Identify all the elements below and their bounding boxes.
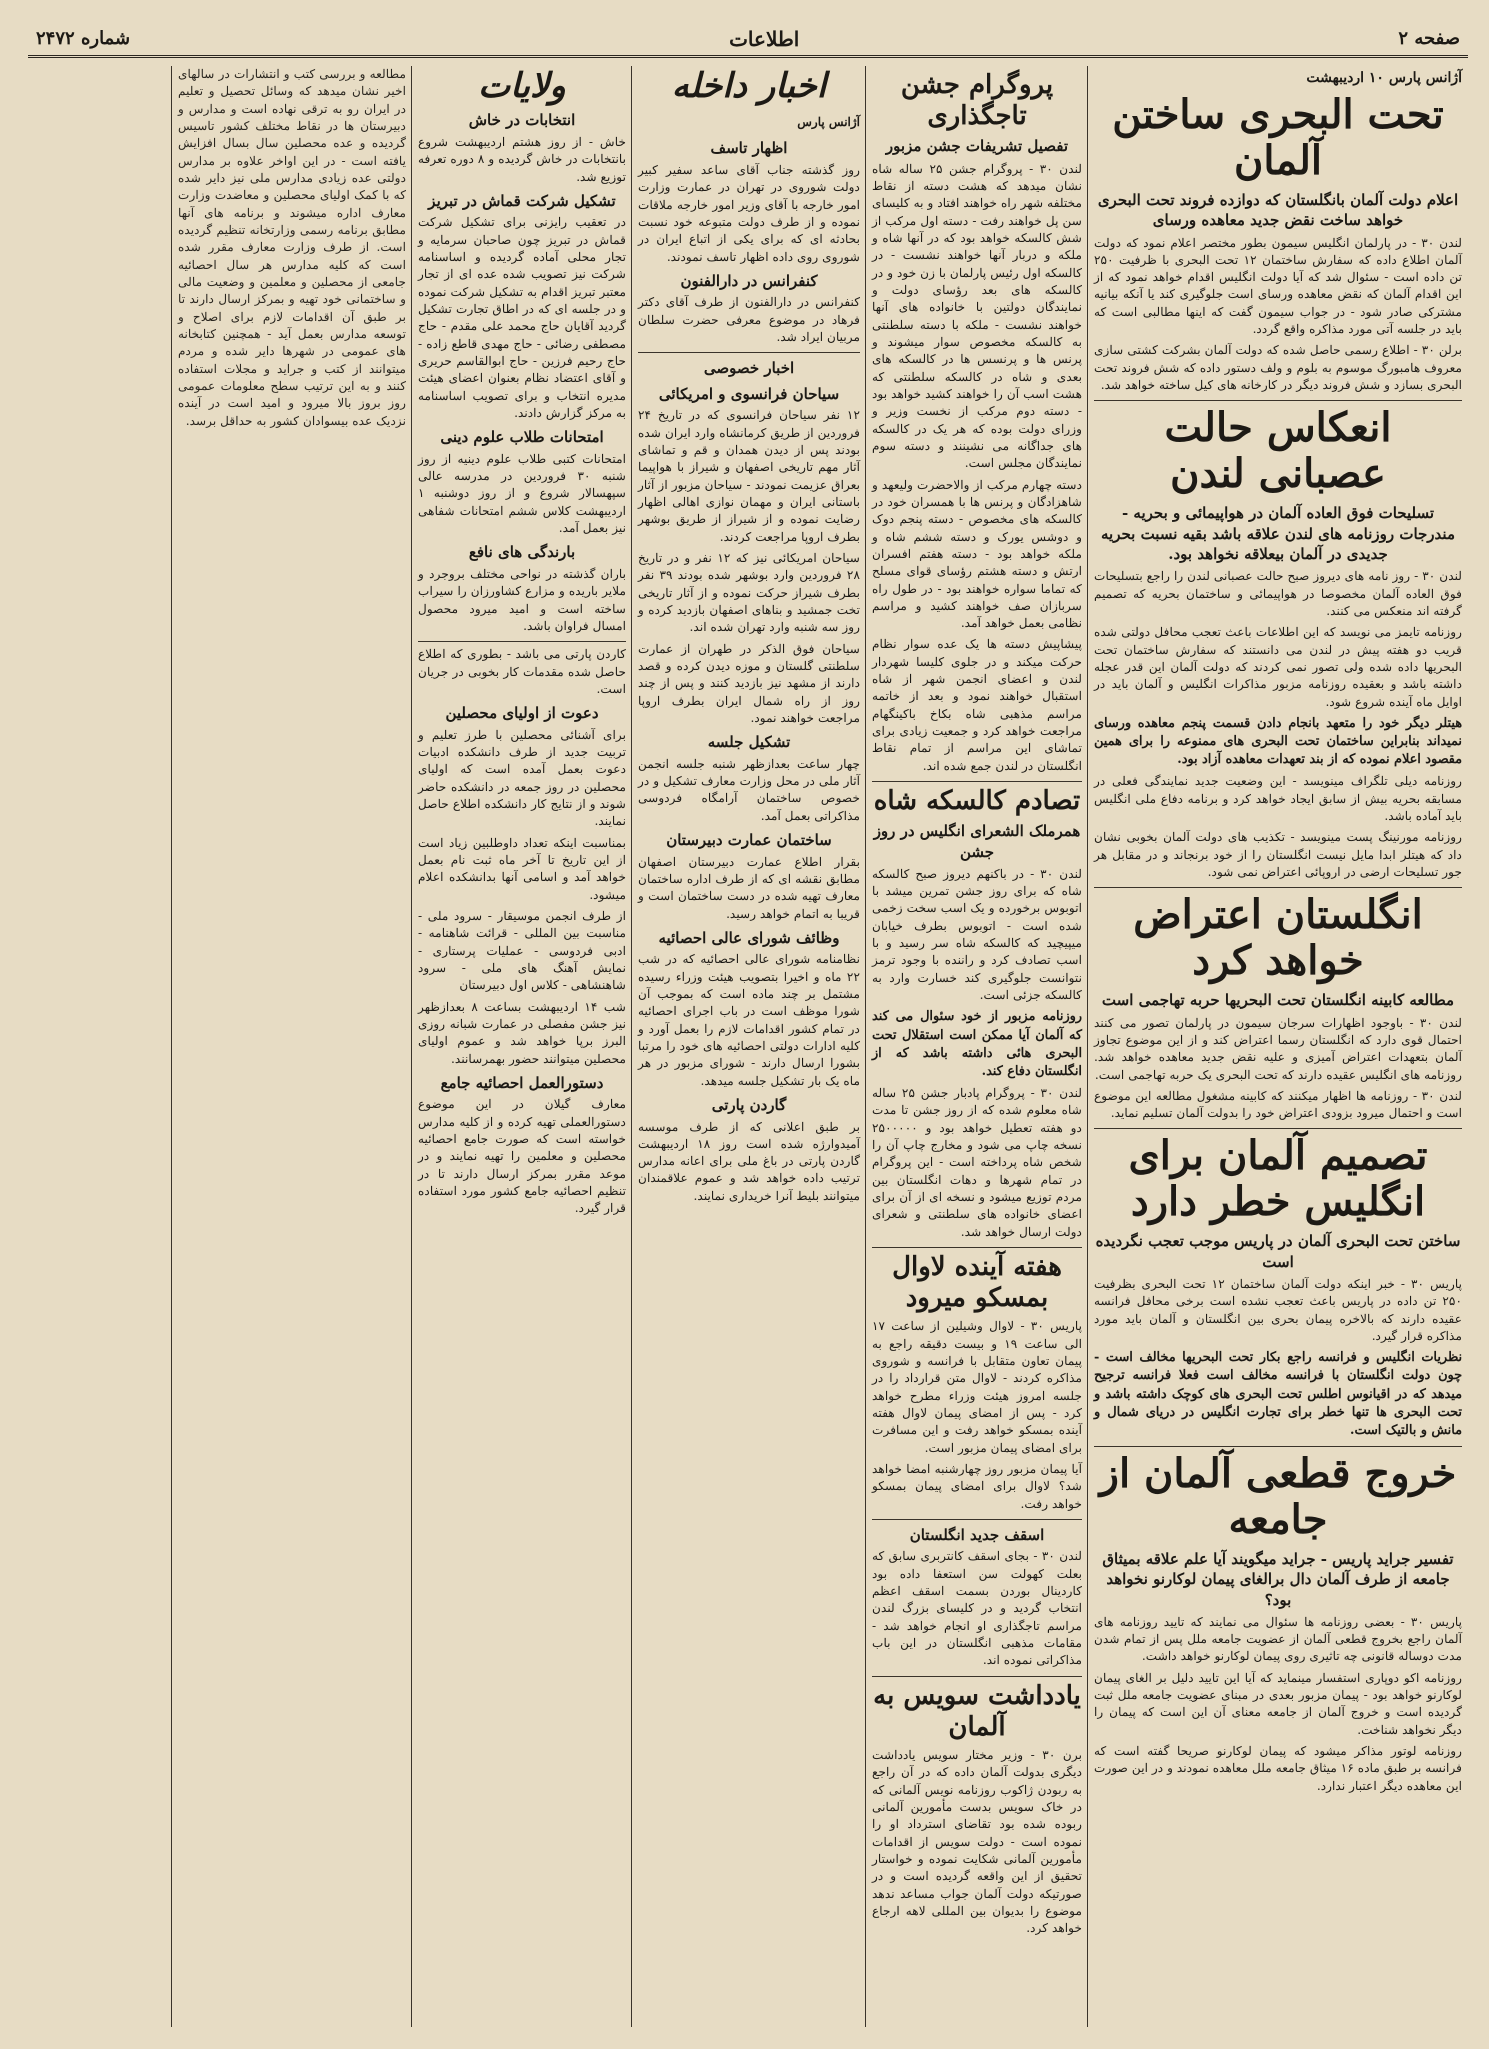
article-paragraph: نظامنامه شورای عالی احصائیه که در شب ۲۲ ماه و اخیرا بتصویب هیئت وزراء رسیده مشتمل بر چند ماده است که بموجب آن شورا موظف است در باب اجرای احصائیه در تمام کشور اقدامات لازم را بعمل آورد و کلیه ادارات دولتی احصائیه های خود را مرتبا بشورا ارسال دارند - شورای مزبور در هر ماه یک بار تشکیل جلسه میدهد. [638,952,860,1088]
article-title: تصمیم آلمان برای انگلیس خطر دارد [1128,1132,1428,1226]
article-subtitle: تسلیحات فوق العاده آلمان در هواپیمائی و بحریه - مندرجات روزنامه های لندن علاقه باشد بقیه نسبت بحریه جدیدی در آلمان بیعلاقه نخواهد بود. [1101,504,1455,563]
article-paragraph: لندن ۳۰ - روزنامه ها اظهار میکنند که کابینه مشغول مطالعه این موضوع است و احتمال میرود بزودی اعتراض خود را بدولت آلمان تسلیم نماید. [1094,1088,1462,1121]
article-paragraph: بقرار اطلاع عمارت دبیرستان اصفهان مطابق نقشه ای که از طرف اداره ساختمان معارف تهیه شده در دست ساختمان است و قریبا به اتمام خواهد رسید. [638,854,860,921]
article-paragraph: هیتلر دیگر خود را متعهد بانجام دادن قسمت پنجم معاهده ورسای نمیداند بنابراین ساختمان تحت البحری های ممنوعه را برای همین مقصود اعلام نموده که از بند تعهدات معاهده آزاد بود. [1094,715,1462,768]
article-title: اظهار تاسف [710,139,788,158]
article-paragraph: روزنامه تایمز می نویسد که این اطلاعات باعث تعجب محافل دولتی شده قریب دو هفته پیش در لندن می دانستند که سفارش ساختمان تحت البحریها داده شده ولی تصور نمی کردند که دولت آلمان این قدر عجله داشته باشد و بعقیده روزنامه مزبور مذاکرات انگلیس و آلمان باید در اوایل ماه آینده شروع شود. [1094,625,1462,709]
article-paragraph: لندن ۳۰ - پروگرام جشن ۲۵ ساله شاه نشان میدهد که هشت دسته از نقاط مختلفه شهر راه خواهند افتاد و به کلیسای سن پل خواهند رفت - دسته اول مرکب از شش کالسکه خواهد بود که در آنها شاه و ملکه و دربار آنها خواهند نشست - در کالسکه اول رئیس پارلمان با زن خود و در کالسکه های بعد رؤسای دولت و نمایندگان دولتین با خانواده های آنها خواهند نشست - ملکه با دسته سلطنتی به کالسکه مخصوص سوار میشوند و پرنس ها و پرنسس ها در کالسکه های بعدی و شاه در کالسکه سلطنتی که هشت اسب آن را خواهند کشید خواهد بود - دسته دوم مرکب از نخست وزیر و وزرای دولت بوده که هر یک در کالسکه های جداگانه می نشینند و دسته سوم نمایندگان مجلس است. [872,161,1082,471]
article-title: اسقف جدید انگلستان [909,1525,1045,1544]
article-paragraph: لندن ۳۰ - باوجود اظهارات سرجان سیمون در پارلمان تصور می کنند احتمال قوی دارد که انگلستان رسما اعتراض کند و از این موضوع تجاوز آلمان بتعهدات اعتراض آمیزی و علیه نقض جدید معاهده خواهد شد. روزنامه های انگلیس عقیده دارند که تحت البحری یک حربه تهاجمی است. [1094,1015,1462,1082]
article-subtitle: همرملک الشعرای انگلیس در روز جشن [873,822,1081,861]
article-paragraph: روزنامه مزبور از خود سئوال می کند که آلمان آیا ممکن است استقلال تحت البحری هائی داشته باشد که از انگلستان دفاع کند. [872,1009,1082,1079]
column-coronation [866,66,1088,2027]
article-title: تشکیل جلسه [707,733,791,752]
column-margin [28,66,172,2027]
article-subtitle: تفسیر جراید پاریس - جراید میگویند آیا علم علاقه بمیثاق جامعه از طرف آلمان دال برالغای پیمان لوکارنو نخواهد بود؟ [1102,1550,1454,1609]
article-paragraph: سیاحان امریکائی نیز که ۱۲ نفر و در تاریخ ۲۸ فروردین وارد بوشهر شده بودند ۳۹ نفر بطرف شیراز حرکت نموده و از آثار تاریخی تخت جمشید و بناهای اصفهان بازدید کرده و روز سه شنبه وارد تهران شده اند. [638,550,861,635]
divider [1094,887,1462,888]
divider [872,781,1082,782]
article-paragraph: روزنامه مورنینگ پست مینویسد - تکذیب های دولت آلمان بخوبی نشان داد که هیتلر ابدا مایل نیست انگلستان را از خود برنجاند و در مقابل هر جور تسلیحات ارضی در اروپائی اعتراض نمی شود. [1094,830,1462,879]
article-title: تصادم کالسکه شاه [873,786,1081,817]
article-paragraph: چهار ساعت بعدازظهر شنبه جلسه انجمن آثار ملی در محل وزارت معارف تشکیل و در خصوص ساختمان آرامگاه فردوسی مذاکراتی بعمل آمد. [638,756,860,823]
article-title: هفته آینده لاوال بمسکو میرود [892,1252,1062,1314]
article-paragraph: پیشاپیش دسته ها یک عده سوار نظام حرکت میکند و در جلوی کلیسا شهردار لندن و اعضای انجمن شهر از شاه استقبال خواهند نمود و بعد از خاتمه مراسم مذهبی شاه بکاخ باکینگهام مراجعت خواهد کرد و جمعیت زیادی برای تماشای این مراسم از تمام نقاط انگلستان در لندن جمع شده اند. [872,637,1082,773]
article-title: امتحانات طلاب علوم دینی [440,428,604,447]
article-paragraph: روزنامه اکو دوپاری استفسار مینماید که آیا این تایید دلیل بر الغای پیمان لوکارنو خواهد بود - پیمان مزبور بعدی در مبنای عضویت جامعه ملل ثبت گردیده است و خروج آلمان از جامعه معنای آن این است که پیمان را دیگر نخواهد شناخت. [1094,1670,1462,1737]
article-paragraph: بمناسبت اینکه تعداد داوطلبین زیاد است از این تاریخ تا آخر ماه ثبت نام بعمل خواهد آمد و اسامی آنها بدانشکده اعلام میشود. [418,835,626,902]
article-title: ساختمان عمارت دبیرستان [666,831,832,850]
article-paragraph: دسته چهارم مرکب از والاحضرت ولیعهد و شاهزادگان و پرنس ها با همسران خود در کالسکه های مخصوص - دسته پنجم دوک و دوشس یورک و دسته ششم شاه و ملکه خواهد بود - دسته هفتم افسران ارتش و دسته هشتم رؤسای قوای مسلح که تماما سواره خواهند بود - در طول راه سربازان صف خواهند کشید و مراسم نظامی بعمل خواهد آمد. [872,477,1082,631]
agency-line: آژانس پارس [797,115,860,130]
article-subtitle: اعلام دولت آلمان بانگلستان که دوازده فروند تحت البحری خواهد ساخت نقض جدید معاهده ورسای [1097,191,1459,230]
article-paragraph: در تعقیب رایزنی برای تشکیل شرکت قماش در تبریز چون صاحبان سرمایه و تجار محلی آماده گردیده و اساسنامه شرکت نیز تصویب شده عده ای از تجار معتبر تبریز اقدام به تشکیل شرکت نموده و در جلسه ای که در اطاق تجارت تشکیل گردید آقایان حاج محمد علی مقدم - حاج مصطفی رضائی - حاج مهدی قاطع زاده - حاج رحیم فرزین - حاج ابوالقاسم حریری و آقای اعتضاد نظام بعنوان اعضای هیئت مدیره انتخاب و برای تصویب اساسنامه به مرکز گزارش دادند. [418,215,626,420]
article-paragraph: لندن ۳۰ - در باکنهم دیروز صبح کالسکه شاه که برای روز جشن تمرین میشد با اتوبوس برخورده و یک اسب سخت زخمی شده است - اتوبوس بطرف خیابان میپیچید که کالسکه شاه سر رسید و با اسب تصادف کرد و راننده با وجود ترمز نتوانست جلوگیری کند خسارت وارد به کالسکه جزئی است. [872,866,1082,1003]
column-domestic-news [632,66,866,2027]
page-number: صفحه ۲ [1398,28,1460,49]
article-title: دستورالعمل احصائیه جامع [440,1073,604,1092]
masthead [28,22,1468,58]
article-paragraph: سیاحان فوق الذکر در طهران از عمارت سلطنتی گلستان و موزه دیدن کرده و قصد دارند از مشهد نیز بازدید کنند و پس از چند روز از راه شمال ایران بطرف اروپا مراجعت خواهند نمود. [638,641,860,725]
article-paragraph: لندن ۳۰ - روز نامه های دیروز صبح حالت عصبانی لندن را راجع بتسلیحات فوق العاده آلمان مخصوصا در هواپیمائی و ساختمان بحریه که تصمیم گرفته اند منعکس می کنند. [1094,569,1462,618]
article-title: انعکاس حالت عصبانی لندن [1164,404,1392,498]
divider [638,352,860,353]
divider [872,1247,1082,1248]
article-paragraph: پاریس ۳۰ - بعضی روزنامه ها سئوال می نمایند که تایید روزنامه های آلمان راجع بخروج قطعی آلمان از عضویت جامعه ملل پس از تمام شدن مدت دوساله قانونی چه تاثیری روی پیمان لوکارنو خواهد داشت. [1094,1614,1463,1664]
issue-number: شماره ۲۴۷۲ [36,28,131,49]
article-title: اخبار خصوصی [703,359,795,378]
article-paragraph: بر طبق اعلانی که از طرف موسسه آمیدوارژه شده است روز ۱۸ اردیبهشت گاردن پارتی در باغ ملی برای اعانه مدارس ترتیب داده خواهد شد و عموم علاقمندان میتوانند بلیط آنرا خریداری نمایند. [638,1119,860,1203]
divider [872,1676,1082,1677]
article-paragraph: لندن ۳۰ - پروگرام پادبار جشن ۲۵ ساله شاه معلوم شده که از روز جشن تا مدت دو هفته تعطیل خواهد بود و ۲۵۰۰۰۰۰ نسخه چاپ می شود و مخارج چاپ آن را شخص شاه پرداخته است - این پروگرام در تمام شهرها و دهات انگلستان بین مردم توزیع میشود و نسخه ای از آن برای اعضای خانواده های سلطنتی و شعرای دولت ارسال خواهد شد. [872,1086,1082,1239]
column-provinces [412,66,632,2027]
article-title: کنفرانس در دارالفنون [680,271,818,290]
article-title: گاردن پارتی [711,1096,787,1114]
column-foreign-news [1088,66,1468,2027]
article-paragraph: خاش - از روز هشتم اردیبهشت شروع بانتخابات در خاش گردیده و ۸ دوره تعرفه توزیع شد. [418,134,626,184]
article-title: خروج قطعی آلمان از جامعه [1099,1450,1457,1544]
article-title: تشکیل شرکت قماش در تبریز [428,191,616,210]
article-paragraph: برلن ۳۰ - اطلاع رسمی حاصل شده که دولت آلمان بشرکت کشتی سازی معروف هامبورگ موسوم به بلوم و ولف دستور داده که شش فروند تحت البحری بسازد و شش فروند دیگر در کارخانه های کیل ساخته خواهد شد. [1094,343,1462,393]
article-subtitle: مطالعه کابینه انگلستان تحت البحریها حربه تهاجمی است [1101,991,1455,1010]
article-paragraph: روزنامه دیلی تلگراف مینویسد - این وضعیت جدید نمایندگی فعلی در مسابقه بحریه بیش از سابق ایجاد خواهد کرد و برنامه دفاع ملی انگلیس باید آماده باشد. [1094,774,1462,823]
article-paragraph: معارف گیلان در این موضوع دستورالعملی تهیه کرده و از کلیه مدارس خواسته است که صورت جامع احصائیه محصلین و معلمین را تهیه نمایند و در موعد مقرر بمرکز ارسال دارند تا در تنظیم احصائیه جامع کشور مورد استفاده قرار گیرد. [418,1097,626,1216]
article-paragraph: امتحانات کتبی طلاب علوم دینیه از روز شنبه ۳۰ فروردین در مدرسه عالی سپهسالار شروع و از روز دوشنبه ۱ اردیبهشت کلاس ششم امتحانات شفاهی نیز بعمل آمد. [418,451,626,536]
article-paragraph: برای آشنائی محصلین با طرز تعلیم و تربیت جدید از طرف دانشکده ادبیات دعوت بعمل آمده است که اولیای محصلین در روز جمعه در دانشکده حاضر شوند و از نتایج کار دانشکده اطلاع حاصل نمایند. [418,727,626,829]
article-title: دعوت از اولیای محصلین [445,704,599,723]
article-paragraph: مطالعه و بررسی کتب و انتشارات در سالهای اخیر نشان میدهد که وسائل تحصیل و تعلیم در ایران رو به ترقی نهاده است و مدارس و دبیرستان ها در نقاط مختلف کشور تاسیس گردیده و عده محصلین سال بسال افزایش یافته است - در این اواخر علاوه بر مدارس دولتی عده زیادی مدارس ملی نیز دایر شده که با کمک اولیای محصلین و معاضدت وزارت معارف اداره میشوند و برنامه های آنها مطابق برنامه رسمی وزارتخانه تنظیم گردیده است. از طرف وزارت معارف مقرر شده است که کلیه مدارس هر سال احصائیه جامعی از محصلین و معلمین و وضعیت مالی و ساختمانی خود تهیه و بمرکز ارسال دارند تا بر طبق آن اقدامات لازم برای اصلاح و توسعه مدارس بعمل آید - همچنین کتابخانه های عمومی در شهرها دایر شده و مردم میتوانند از کتب و جراید و مجلات استفاده کنند و به این ترتیب سطح معلومات عمومی روز بروز بالا میرود و امید است در آینده نزدیک عده بیسوادان کشور به حداقل برسد. [178,67,406,428]
dateline: آژانس پارس ۱۰ اردیبهشت [1306,70,1462,86]
article-paragraph: روزنامه لوتور مذاکر میشود که پیمان لوکارنو صریحا گفته است که فرانسه بر طبق ماده ۱۶ میثاق جامعه ملل معاهده نمودند و در این صورت این معاهده دیگر اعتبار ندارد. [1094,1744,1462,1793]
article-paragraph: لندن ۳۰ - بجای اسقف کانتربری سابق که بعلت کهولت سن استعفا داده بود کاردینال بوردن بسمت اسقف اعظم انتخاب گردید و در کلیسای بزرگ لندن مراسم تاجگذاری او انجام خواهد شد - مقامات مذهبی انگلستان در این باب مذاکراتی نموده اند. [872,1549,1082,1668]
article-subtitle: تفصیل تشریفات جشن مزبور [885,137,1069,156]
article-paragraph: باران گذشته در نواحی مختلف بروجرد و ملایر باریده و مزارع کشاورزان را سیراب ساخته است و امید میرود محصول امسال فراوان باشد. [418,566,626,633]
article-paragraph: آیا پیمان مزبور روز چهارشنبه امضا خواهد شد؟ لاوال برای امضای پیمان بمسکو خواهد رفت. [872,1462,1082,1511]
article-paragraph: نظریات انگلیس و فرانسه راجع بکار تحت البحریها مخالف است - چون دولت انگلستان با فرانسه مخالف است فعلا فرانسه ترجیح میدهد که در اقیانوس اطلس تحت البحری های کوچک داشته باشد و تحت البحری ها تنها خطر برای تجارت انگلیس در دریای شمال و مانش و بالتیک است. [1094,1350,1462,1438]
article-title: انگلستان اعتراض خواهد کرد [1133,891,1423,985]
program-list: از طرف انجمن موسیقار - سرود ملی - مناسبت بین المللی - قرائت شاهنامه - ادبی فردوسی - عملیات پرستاری - نمایش آهنگ های ملی - سرود شاهنشاهی - کلاس اول دبیرستان [418,909,626,993]
article-paragraph: روز گذشته جناب آقای ساعد سفیر کبیر دولت شوروی در تهران در عمارت وزارت امور خارجه با آقای وزیر امور خارجه ملاقات نموده و از طرف دولت متبوعه خود نسبت بحادثه ای که برای یکی از اتباع ایران در شوروی روی داده اظهار تاسف نمودند. [638,162,860,264]
article-paragraph: پاریس ۳۰ - لاوال وشیلین از ساعت ۱۷ الی ساعت ۱۹ و بیست دقیقه راجع به پیمان تعاون متقابل با فرانسه و شوروی مذاکره کردند - لاوال متن قرارداد را در جلسه امروز هیئت وزراء مطرح خواهد کرد - پس از امضای پیمان لاوال هفته آینده بمسکو خواهد رفت و این مسافرت برای امضای پیمان مزبور است. [872,1319,1083,1455]
article-paragraph: پاریس ۳۰ - خبر اینکه دولت آلمان ساختمان ۱۲ تحت البحری بظرفیت ۲۵۰ تن داده در پاریس باعث تعجب نشده است برخی محافل فرانسه عقیده دارند که بالاخره پیمان بحری بین انگلستان و آلمان باید مورد مذاکره قرار گیرد. [1094,1276,1463,1343]
divider [418,641,626,642]
article-title: انتخابات در خاش [468,111,576,130]
article-paragraph: برن ۳۰ - وزیر مختار سویس یادداشت دیگری بدولت آلمان داده که در آن راجع به ربودن ژاکوب روزنامه نویس آلمانی که در خاک سویس بدست مأمورین آلمانی ربوده شده بود تقاضای استرداد او را نموده است - دولت سویس از اقدامات مأمورین آلمانی شکایت نموده و خواستار تحقیق از این واقعه گردیده است و در صورتیکه دولت آلمان جواب مساعد ندهد موضوع را بدیوان بین المللی لاهه ارجاع خواهد کرد. [872,1748,1082,1936]
article-title: وظائف شورای عالی احصائیه [658,928,840,947]
article-title: یادداشت سویس به آلمان [873,1680,1081,1742]
section-title: ولایات [478,66,566,106]
article-paragraph: کاردن پارتی می باشد - بطوری که اطلاع حاصل شده مقدمات کار بخوبی در جریان است. [418,647,626,696]
article-title: سیاحان فرانسوی و امریکائی [658,384,840,403]
article-paragraph: ۱۲ نفر سیاحان فرانسوی که در تاریخ ۲۴ فروردین از طریق کرمانشاه وارد ایران شده بودند پس از دیدن همدان و قم و تماشای آثار مهم تاریخی اصفهان و شیراز با هواپیما بعراق عزیمت نمودند - سیاحان مزبور از آثار باستانی ایران و مهمان نوازی اهالی اظهار رضایت نموده و از شیراز از طریق بوشهر بطرف اروپا مراجعت کردند. [638,408,860,544]
divider [1094,400,1462,401]
section-title: اخبار داخله [671,66,827,106]
divider [1094,1446,1462,1447]
divider [1094,1128,1462,1129]
newspaper-name: اطلاعات [729,26,800,51]
article-paragraph: لندن ۳۰ - در پارلمان انگلیس سیمون بطور مختصر اعلام نمود که دولت آلمان اطلاع داده که سفارش ساختمان ۱۲ تحت البحری با ظرفیت ۲۵۰ تن داده است - سئوال شد که آیا دولت انگلیس اقدام خواهد نمود که از این اقدام آلمان که نقض معاهده ورسای است جلوگیری کند یا آنکه بیانیه مشترکی صادر شود - در جواب سیمون گفت که اینها مطالبی است که باید در جلسه آتی مورد مذاکره واقع گردد. [1094,235,1462,337]
divider [872,1519,1082,1520]
newspaper-page [28,22,1468,2027]
column-continuation [172,66,412,2027]
article-subtitle: ساختن تحت البحری آلمان در پاریس موجب تعجب نگردیده است [1095,1232,1461,1271]
article-paragraph: شب ۱۴ اردیبهشت بساعت ۸ بعدازظهر نیز جشن مفصلی در عمارت شبانه روزی البرز برپا خواهد شد و عموم اولیای محصلین میتوانند حضور بهمرسانند. [418,999,626,1066]
article-paragraph: کنفرانس در دارالفنون از طرف آقای دکتر فرهاد در موضوع معرفی حضرت سلطان مربیان ایراد شد. [638,295,860,345]
article-title: پروگرام جشن تاجگذاری [900,70,1054,132]
article-title: تحت البحری ساختن آلمان [1112,91,1444,184]
article-title: بارندگی های نافع [468,543,576,562]
